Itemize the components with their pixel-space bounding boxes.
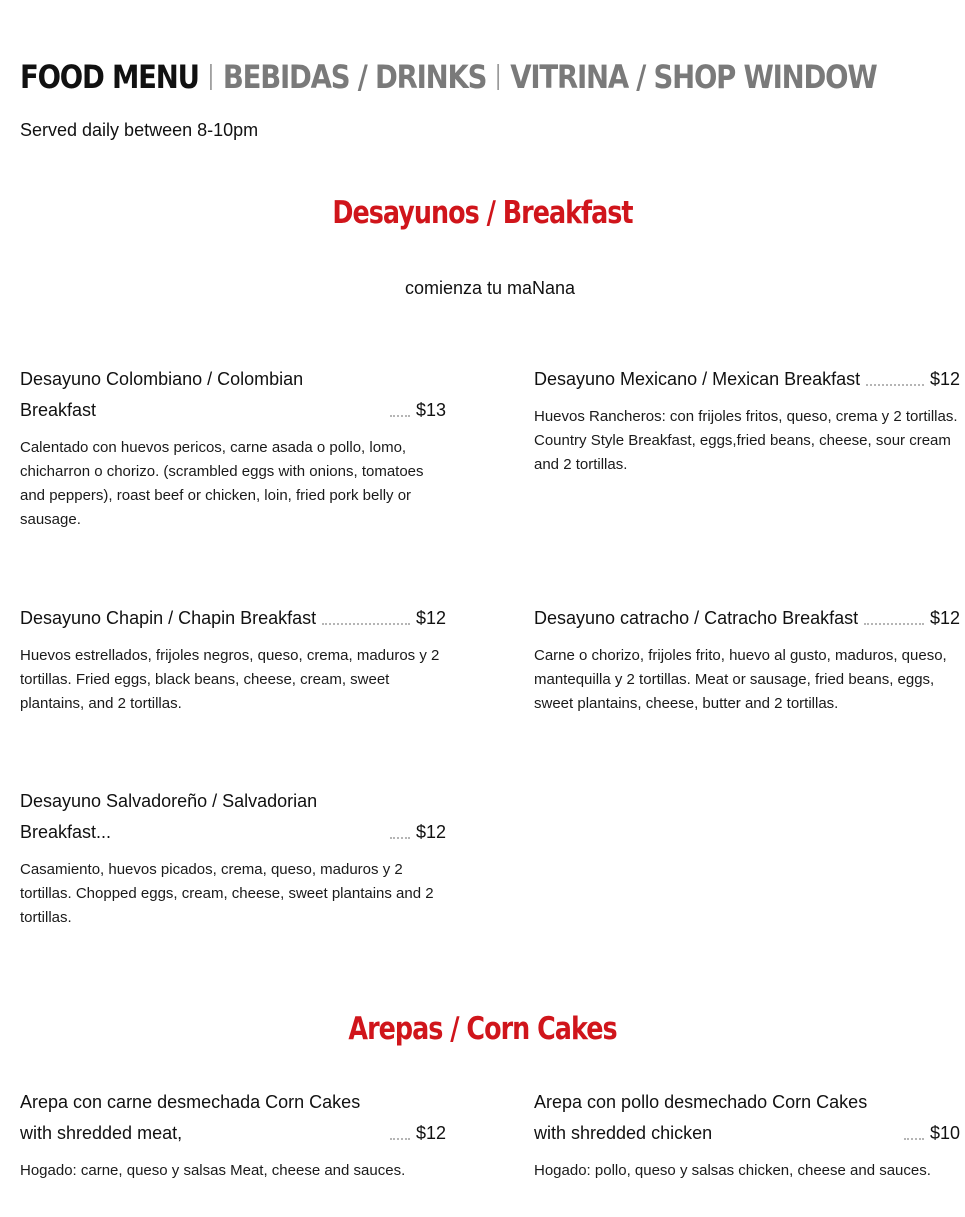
menu-item — [20, 786, 446, 930]
menu-item — [534, 603, 960, 716]
menu-item-name: Desayuno Chapin / Chapin Breakfast — [20, 608, 317, 628]
menu-item-price: $12 — [415, 822, 446, 842]
menu-item — [534, 1087, 960, 1183]
menu-item-price: $10 — [929, 1123, 960, 1143]
menu-item — [20, 1087, 446, 1183]
menu-item-name: Arepa con pollo desmechado Corn Cakes with shredded chicken — [534, 1092, 868, 1143]
tab-divider — [497, 64, 499, 90]
menu-item — [20, 364, 446, 532]
section-subtitle-breakfast: comienza tu maNana — [404, 278, 576, 298]
tab-shop-window[interactable]: VITRINA / SHOP WINDOW — [510, 58, 877, 96]
menu-item-name: Desayuno Mexicano / Mexican Breakfast — [534, 369, 861, 389]
dotted-leader — [390, 415, 410, 417]
dotted-leader — [864, 623, 924, 625]
menu-item-price: $12 — [929, 608, 960, 628]
tab-drinks[interactable]: BEBIDAS / DRINKS — [222, 58, 487, 96]
menu-item-description: Hogado: carne, queso y salsas Meat, cheese and sauces. — [20, 1162, 406, 1179]
dotted-leader — [322, 623, 410, 625]
menu-item-description: Calentado con huevos pericos, carne asada o pollo, lomo, chicharron o chorizo. (scrambled eggs with onions, tomatoes and peppers), roast beef or chicken, loin, fried pork belly or sausage. — [20, 439, 424, 528]
menu-item-price: $12 — [929, 369, 960, 389]
menu-item-price: $12 — [415, 1123, 446, 1143]
menu-item-description: Huevos Rancheros: con frijoles fritos, queso, crema y 2 tortillas. Country Style Breakfast, eggs,fried beans, cheese, sour cream and 2 tortillas. — [534, 408, 958, 473]
menu-item-name: Arepa con carne desmechada Corn Cakes with shredded meat, — [20, 1092, 361, 1143]
menu-item-description: Carne o chorizo, frijoles frito, huevo al gusto, maduros, queso, mantequilla y 2 tortillas. Meat or sausage, fried beans, eggs, sweet plantains, cheese, butter and 2 tortillas. — [534, 647, 947, 712]
serving-hours: Served daily between 8-10pm — [20, 120, 259, 140]
menu-item-name: Desayuno Salvadoreño / Salvadorian Breakfast... — [20, 791, 318, 842]
menu-item-price: $13 — [415, 400, 446, 420]
menu-item-description: Hogado: pollo, queso y salsas chicken, cheese and sauces. — [534, 1162, 931, 1179]
dotted-leader — [390, 837, 410, 839]
tab-food-menu[interactable]: FOOD MENU — [20, 58, 199, 96]
section-title-breakfast: Desayunos / Breakfast — [332, 195, 633, 231]
menu-item — [534, 364, 960, 477]
menu-item-description: Casamiento, huevos picados, crema, queso, maduros y 2 tortillas. Chopped eggs, cream, cheese, sweet plantains and 2 tortillas. — [20, 861, 434, 926]
menu-item-name: Desayuno catracho / Catracho Breakfast — [534, 608, 859, 628]
dotted-leader — [904, 1138, 924, 1140]
dotted-leader — [866, 384, 924, 386]
menu-item-name: Desayuno Colombiano / Colombian Breakfast — [20, 369, 304, 420]
dotted-leader — [390, 1138, 410, 1140]
section-title-arepas: Arepas / Corn Cakes — [348, 1011, 617, 1047]
menu-item — [20, 603, 446, 716]
menu-tabs — [20, 58, 876, 96]
tab-divider — [210, 64, 212, 90]
menu-item-description: Huevos estrellados, frijoles negros, queso, crema, maduros y 2 tortillas. Fried eggs, black beans, cheese, cream, sweet plantains, and 2 tortillas. — [20, 647, 440, 712]
menu-item-price: $12 — [415, 608, 446, 628]
